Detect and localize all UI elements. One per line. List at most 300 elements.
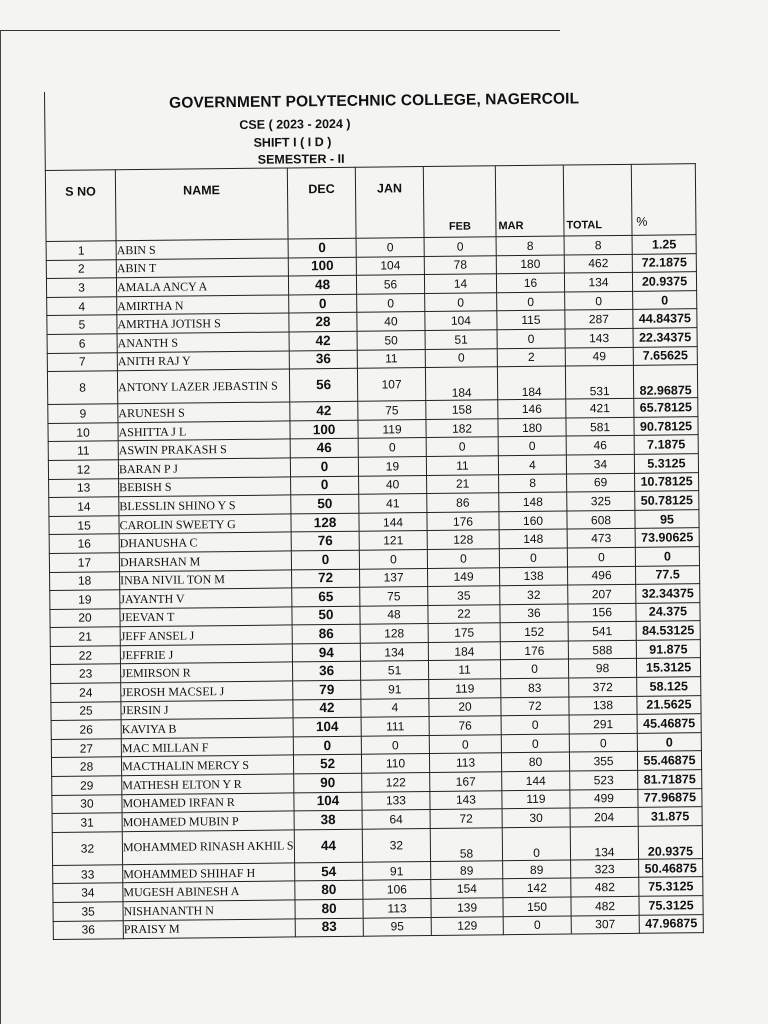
cell-feb: 0 [425, 348, 497, 367]
cell-dec: 50 [292, 606, 360, 625]
cell-pct: 15.3125 [636, 658, 700, 677]
cell-pct: 21.5625 [637, 695, 701, 714]
marks-table [45, 163, 704, 940]
cell-dec: 38 [294, 810, 362, 829]
cell-feb: 35 [428, 586, 500, 605]
cell-feb: 11 [428, 660, 500, 679]
cell-dec: 46 [290, 439, 358, 458]
cell-sno: 33 [53, 865, 123, 884]
cell-sno: 3 [46, 278, 116, 297]
cell-feb: 72 [430, 809, 502, 828]
cell-sno: 5 [47, 315, 117, 334]
cell-pct: 75.3125 [639, 877, 703, 896]
cell-feb: 104 [425, 311, 497, 330]
cell-pct: 82.96875 [633, 365, 697, 399]
cell-sno: 11 [48, 441, 118, 460]
cell-sno: 16 [49, 534, 119, 553]
cell-total: 98 [568, 659, 636, 678]
cell-feb: 176 [427, 511, 499, 530]
cell-feb: 11 [426, 456, 498, 475]
cell-jan: 121 [359, 531, 427, 550]
cell-jan: 0 [358, 438, 426, 457]
cell-feb: 21 [427, 474, 499, 493]
cell-feb: 20 [429, 697, 501, 716]
cell-pct: 55.46875 [637, 751, 701, 770]
cell-pct: 50.46875 [639, 858, 703, 877]
cell-sno: 13 [49, 478, 119, 497]
cell-sno: 29 [52, 776, 122, 795]
cell-total: 325 [567, 491, 635, 510]
header-percent: % [631, 164, 696, 236]
cell-mar: 0 [497, 292, 565, 311]
cell-feb: 0 [429, 735, 501, 754]
semester-label: SEMESTER - II [257, 151, 345, 167]
header-sno: S NO [45, 170, 116, 242]
cell-name: BEBISH S [119, 476, 291, 496]
sheet-header [44, 85, 695, 170]
cell-total: 496 [567, 566, 635, 585]
cell-feb: 76 [429, 716, 501, 735]
cell-pct: 77.96875 [638, 788, 702, 807]
cell-total: 287 [565, 310, 633, 329]
cell-pct: 20.9375 [638, 825, 702, 859]
cell-total: 608 [567, 510, 635, 529]
cell-sno: 17 [49, 553, 119, 572]
table-header-row [45, 164, 696, 242]
cell-total: 134 [564, 273, 632, 292]
cell-name: AMIRTHA N [117, 295, 289, 315]
cell-jan: 50 [357, 330, 425, 349]
cell-feb: 0 [424, 237, 496, 256]
cell-jan: 48 [360, 605, 428, 624]
cell-dec: 0 [289, 294, 357, 313]
cell-total: 372 [569, 677, 637, 696]
cell-name: BLESSLIN SHINO Y S [119, 495, 291, 515]
cell-pct: 0 [635, 547, 699, 566]
cell-feb: 0 [425, 293, 497, 312]
cell-jan: 75 [360, 587, 428, 606]
cell-pct: 95 [635, 509, 699, 528]
cell-jan: 133 [362, 791, 430, 810]
cell-pct: 20.9375 [632, 272, 696, 291]
cell-mar: 115 [497, 310, 565, 329]
cell-name: KAVIYA B [121, 718, 293, 738]
cell-mar: 160 [499, 511, 567, 530]
cell-mar: 148 [499, 529, 567, 548]
cell-sno: 8 [47, 371, 117, 405]
cell-name: JAYANTH V [120, 588, 292, 608]
cell-pct: 32.34375 [636, 584, 700, 603]
cell-total: 482 [571, 896, 639, 915]
header-dec: DEC [287, 167, 356, 239]
cell-feb: 128 [427, 530, 499, 549]
header-mar: MAR [495, 165, 564, 237]
cell-dec: 28 [289, 313, 357, 332]
cell-jan: 144 [359, 512, 427, 531]
cell-dec: 0 [288, 238, 356, 257]
cell-jan: 137 [360, 568, 428, 587]
cell-sno: 15 [49, 515, 119, 534]
cell-dec: 104 [294, 792, 362, 811]
cell-dec: 48 [288, 275, 356, 294]
cell-total: 323 [571, 859, 639, 878]
cell-pct: 1.25 [632, 235, 696, 254]
cell-name: MATHESH ELTON Y R [122, 774, 294, 794]
cell-mar: 8 [499, 474, 567, 493]
cell-total: 134 [570, 826, 638, 860]
cell-dec: 76 [291, 532, 359, 551]
cell-pct: 58.125 [637, 677, 701, 696]
cell-sno: 7 [47, 352, 117, 371]
cell-pct: 91.875 [636, 640, 700, 659]
cell-total: 0 [565, 291, 633, 310]
cell-sno: 36 [53, 920, 123, 939]
cell-sno: 14 [49, 497, 119, 516]
cell-sno: 30 [52, 794, 122, 813]
cell-jan: 0 [357, 293, 425, 312]
cell-mar: 16 [496, 273, 564, 292]
cell-total: 8 [564, 235, 632, 254]
cell-feb: 89 [431, 861, 503, 880]
cell-mar: 2 [497, 348, 565, 367]
cell-name: ABIN S [116, 239, 288, 259]
cell-sno: 10 [48, 422, 118, 441]
cell-name: ANANTH S [117, 332, 289, 352]
cell-name: JEFF ANSEL J [120, 625, 292, 645]
cell-pct: 0 [637, 732, 701, 751]
cell-total: 46 [566, 436, 634, 455]
cell-sno: 12 [48, 460, 118, 479]
cell-mar: 0 [503, 916, 571, 935]
cell-sno: 28 [51, 757, 121, 776]
cell-dec: 90 [294, 773, 362, 792]
cell-total: 541 [568, 622, 636, 641]
cell-total: 581 [566, 417, 634, 436]
cell-pct: 90.78125 [634, 416, 698, 435]
cell-jan: 19 [358, 456, 426, 475]
cell-pct: 50.78125 [635, 491, 699, 510]
cell-jan: 113 [363, 898, 431, 917]
cell-mar: 148 [499, 492, 567, 511]
cell-jan: 119 [358, 419, 426, 438]
cell-mar: 144 [502, 771, 570, 790]
cell-jan: 91 [363, 861, 431, 880]
cell-name: MOHAMED MUBIN P [122, 811, 294, 831]
cell-total: 49 [565, 347, 633, 366]
cell-mar: 119 [502, 790, 570, 809]
cell-total: 69 [567, 473, 635, 492]
cell-total: 0 [569, 733, 637, 752]
cell-mar: 180 [498, 418, 566, 437]
cell-feb: 119 [429, 679, 501, 698]
cell-feb: 158 [426, 400, 498, 419]
cell-feb: 113 [429, 753, 501, 772]
cell-total: 207 [568, 584, 636, 603]
shift-label: SHIFT I ( I D ) [253, 134, 332, 150]
top-rule-line [0, 30, 560, 31]
cell-jan: 0 [361, 735, 429, 754]
cell-mar: 4 [498, 455, 566, 474]
cell-sno: 6 [47, 334, 117, 353]
cell-sno: 25 [51, 701, 121, 720]
cell-mar: 0 [501, 715, 569, 734]
cell-feb: 175 [428, 623, 500, 642]
cell-total: 523 [570, 770, 638, 789]
cell-feb: 182 [426, 419, 498, 438]
cell-jan: 111 [361, 717, 429, 736]
cell-jan: 40 [357, 312, 425, 331]
cell-mar: 146 [498, 399, 566, 418]
marks-sheet [44, 85, 703, 940]
cell-sno: 2 [46, 259, 116, 278]
cell-name: BARAN P J [118, 458, 290, 478]
cell-pct: 65.78125 [634, 398, 698, 417]
cell-total: 588 [568, 640, 636, 659]
cell-mar: 89 [503, 860, 571, 879]
cell-mar: 72 [501, 697, 569, 716]
cell-total: 0 [567, 547, 635, 566]
cell-jan: 0 [359, 549, 427, 568]
cell-dec: 100 [288, 257, 356, 276]
header-feb: FEB [423, 166, 496, 238]
header-name: NAME [115, 168, 288, 241]
cell-feb: 129 [431, 916, 503, 935]
cell-mar: 0 [497, 329, 565, 348]
cell-dec: 44 [294, 829, 362, 863]
cell-mar: 36 [500, 604, 568, 623]
cell-name: ASHITTA J L [118, 421, 290, 441]
cell-pct: 73.90625 [635, 528, 699, 547]
cell-feb: 139 [431, 898, 503, 917]
cell-pct: 0 [633, 290, 697, 309]
cell-feb: 184 [428, 642, 500, 661]
cell-name: MOHAMED IRFAN R [122, 793, 294, 813]
cell-sno: 23 [50, 664, 120, 683]
cell-jan: 0 [356, 238, 424, 257]
cell-sno: 26 [51, 720, 121, 739]
cell-dec: 83 [295, 918, 363, 937]
cell-sno: 27 [51, 739, 121, 758]
cell-total: 307 [571, 915, 639, 934]
cell-pct: 81.71875 [638, 770, 702, 789]
cell-sno: 9 [48, 404, 118, 423]
cell-sno: 34 [53, 883, 123, 902]
cell-pct: 10.78125 [635, 472, 699, 491]
cell-dec: 94 [292, 643, 360, 662]
cell-dec: 86 [292, 625, 360, 644]
cell-name: JEEVAN T [120, 607, 292, 627]
cell-sno: 1 [46, 241, 116, 260]
cell-sno: 21 [50, 627, 120, 646]
cell-dec: 79 [293, 680, 361, 699]
cell-jan: 128 [360, 624, 428, 643]
cell-dec: 42 [289, 331, 357, 350]
cell-pct: 5.3125 [634, 454, 698, 473]
cell-mar: 8 [496, 236, 564, 255]
cell-feb: 22 [428, 604, 500, 623]
cell-total: 499 [570, 789, 638, 808]
cell-dec: 65 [292, 587, 360, 606]
cell-jan: 64 [362, 810, 430, 829]
cell-total: 34 [566, 454, 634, 473]
cell-feb: 154 [431, 879, 503, 898]
cell-sno: 31 [52, 813, 122, 832]
cell-jan: 104 [356, 256, 424, 275]
cell-dec: 42 [293, 699, 361, 718]
cell-sno: 22 [50, 646, 120, 665]
cell-jan: 106 [363, 880, 431, 899]
cell-total: 291 [569, 715, 637, 734]
cell-sno: 19 [50, 590, 120, 609]
cell-mar: 0 [499, 548, 567, 567]
cell-feb: 78 [424, 255, 496, 274]
cell-name: ANITH RAJ Y [117, 351, 289, 371]
cell-total: 355 [569, 752, 637, 771]
cell-name: AMRTHA JOTISH S [117, 313, 289, 333]
cell-total: 204 [570, 808, 638, 827]
cell-name: INBA NIVIL TON M [120, 569, 292, 589]
cell-jan: 95 [363, 917, 431, 936]
cell-pct: 31.875 [638, 807, 702, 826]
cell-jan: 32 [362, 828, 430, 862]
cell-pct: 45.46875 [637, 714, 701, 733]
cell-pct: 22.34375 [633, 328, 697, 347]
cell-name: MAC MILLAN F [121, 737, 293, 757]
cell-mar: 0 [500, 660, 568, 679]
cell-total: 462 [564, 254, 632, 273]
cell-feb: 14 [424, 274, 496, 293]
cell-pct: 47.96875 [639, 914, 703, 933]
cell-mar: 0 [501, 734, 569, 753]
cell-jan: 40 [359, 475, 427, 494]
cell-mar: 180 [496, 255, 564, 274]
cell-sno: 35 [53, 902, 123, 921]
cell-pct: 77.5 [635, 565, 699, 584]
cell-name: ASWIN PRAKASH S [118, 439, 290, 459]
cell-dec: 50 [291, 494, 359, 513]
cell-name: DHANUSHA C [119, 532, 291, 552]
cell-name: ARUNESH S [118, 402, 290, 422]
cell-jan: 122 [362, 773, 430, 792]
cell-total: 138 [569, 696, 637, 715]
cell-dec: 0 [290, 457, 358, 476]
cell-mar: 138 [500, 567, 568, 586]
cell-dec: 72 [292, 569, 360, 588]
cell-total: 421 [566, 398, 634, 417]
cell-feb: 0 [427, 549, 499, 568]
header-total: TOTAL [563, 164, 632, 236]
cell-total: 473 [567, 529, 635, 548]
cell-pct: 7.1875 [634, 435, 698, 454]
cell-pct: 7.65625 [633, 346, 697, 365]
cell-dec: 56 [289, 368, 357, 402]
cell-mar: 152 [500, 622, 568, 641]
cell-name: JEMIRSON R [120, 662, 292, 682]
cell-dec: 52 [293, 755, 361, 774]
cell-name: MUGESH ABINESH A [123, 881, 295, 901]
cell-pct: 24.375 [636, 602, 700, 621]
cell-pct: 72.1875 [632, 253, 696, 272]
cell-mar: 0 [502, 827, 570, 861]
cell-jan: 4 [361, 698, 429, 717]
cell-dec: 128 [291, 513, 359, 532]
cell-jan: 91 [361, 680, 429, 699]
cell-mar: 142 [503, 878, 571, 897]
cell-dec: 100 [290, 420, 358, 439]
cell-jan: 75 [358, 401, 426, 420]
cell-jan: 110 [361, 754, 429, 773]
cell-jan: 56 [356, 275, 424, 294]
cell-mar: 83 [501, 678, 569, 697]
cell-sno: 4 [47, 297, 117, 316]
cell-name: ANTONY LAZER JEBASTIN S [117, 369, 289, 404]
cell-mar: 32 [500, 585, 568, 604]
cell-feb: 86 [427, 493, 499, 512]
cell-total: 156 [568, 603, 636, 622]
cell-name: JERSIN J [121, 700, 293, 720]
cell-dec: 0 [291, 476, 359, 495]
cell-dec: 42 [290, 401, 358, 420]
cell-feb: 149 [428, 567, 500, 586]
cell-mar: 150 [503, 897, 571, 916]
cell-sno: 24 [51, 683, 121, 702]
cell-name: MOHAMMED RINASH AKHIL S [122, 830, 294, 865]
cell-dec: 104 [293, 717, 361, 736]
cell-feb: 184 [425, 367, 497, 401]
cell-dec: 36 [292, 662, 360, 681]
cell-name: MACTHALIN MERCY S [121, 755, 293, 775]
cell-total: 531 [565, 365, 633, 399]
cell-dec: 80 [295, 899, 363, 918]
cell-feb: 58 [430, 828, 502, 862]
cell-pct: 84.53125 [636, 621, 700, 640]
cell-jan: 11 [357, 349, 425, 368]
header-jan: JAN [355, 167, 424, 239]
cell-name: PRAISY M [123, 919, 295, 939]
cell-name: DHARSHAN M [119, 551, 291, 571]
cell-jan: 134 [360, 642, 428, 661]
cell-sno: 20 [50, 608, 120, 627]
cell-name: CAROLIN SWEETY G [119, 514, 291, 534]
cell-mar: 80 [501, 752, 569, 771]
cell-feb: 167 [430, 772, 502, 791]
cell-dec: 0 [291, 550, 359, 569]
cell-total: 482 [571, 878, 639, 897]
left-rule-line [0, 30, 1, 1024]
cell-feb: 51 [425, 330, 497, 349]
cell-dec: 36 [289, 350, 357, 369]
cell-name: JEFFRIE J [120, 644, 292, 664]
cell-name: JEROSH MACSEL J [121, 681, 293, 701]
cell-dec: 80 [295, 881, 363, 900]
cell-jan: 107 [357, 368, 425, 402]
table-body [46, 235, 703, 940]
cell-total: 143 [565, 328, 633, 347]
college-title: GOVERNMENT POLYTECHNIC COLLEGE, NAGERCOIL [169, 90, 580, 112]
cell-name: AMALA ANCY A [116, 276, 288, 296]
cell-pct: 75.3125 [639, 896, 703, 915]
department-year: CSE ( 2023 - 2024 ) [239, 116, 351, 132]
cell-dec: 54 [295, 862, 363, 881]
cell-feb: 143 [430, 790, 502, 809]
cell-pct: 44.84375 [633, 309, 697, 328]
cell-name: NISHANANTH N [123, 900, 295, 920]
cell-mar: 176 [500, 641, 568, 660]
cell-mar: 0 [498, 436, 566, 455]
cell-jan: 41 [359, 494, 427, 513]
cell-feb: 0 [426, 437, 498, 456]
cell-sno: 18 [50, 571, 120, 590]
